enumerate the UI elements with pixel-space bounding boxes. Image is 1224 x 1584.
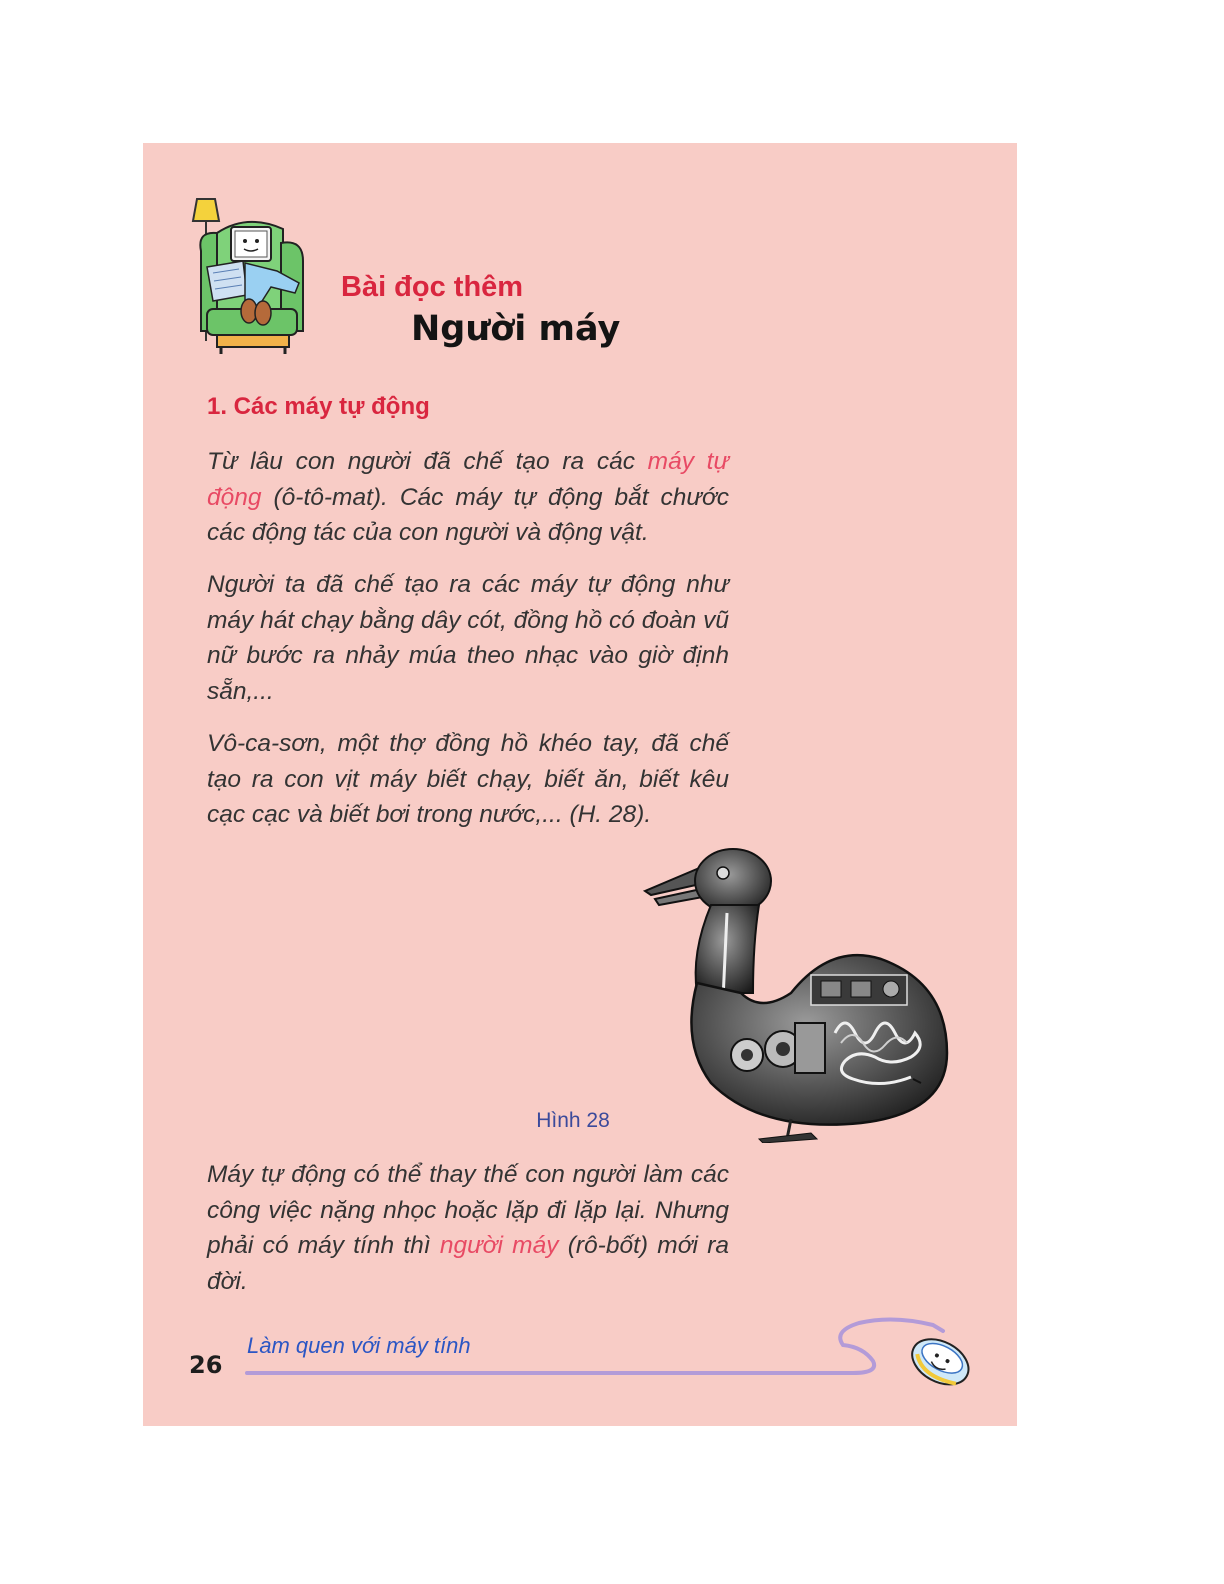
page-number: 26 xyxy=(189,1351,223,1379)
running-footer-title: Làm quen với máy tính xyxy=(247,1333,471,1358)
textbook-page xyxy=(143,143,1017,1426)
paragraph-text: Máy tự động có thể thay thế con người làm các công việc nặng nhọc hoặc lặp đi lặp lại. Nhưng phải có máy tính thì xyxy=(207,1161,729,1259)
figure-caption: Hình 28 xyxy=(536,1109,610,1132)
paragraph-automata-intro xyxy=(207,444,729,551)
highlighted-term: người máy xyxy=(439,1232,559,1259)
page-title: Người máy xyxy=(411,309,621,349)
reading-computer-mascot-icon xyxy=(187,191,309,357)
paragraph-text: (rô-bốt) mới ra đời. xyxy=(207,1232,730,1295)
paragraph-vaucanson-duck: Vô-ca-sơn, một thợ đồng hồ khéo tay, đã chế tạo ra con vịt máy biết chạy, biết ăn, biết kêu cạc cạc và biết bơi trong nước,... (H. 28). xyxy=(207,730,729,828)
section-heading: 1. Các máy tự động xyxy=(207,393,430,420)
section-kicker: Bài đọc thêm xyxy=(341,271,524,303)
computer-mouse-icon xyxy=(904,1330,976,1391)
paragraph-text: (ô-tô-mat). Các máy tự động bắt chước các động tác của con người và động vật. xyxy=(207,483,729,546)
paragraph-automata-examples: Người ta đã chế tạo ra các máy tự động như máy hát chạy bằng dây cót, đồng hồ có đoàn vũ nữ bước ra nhảy múa theo nhạc vào giờ định sẵn,... xyxy=(207,571,729,705)
mechanical-duck-illustration xyxy=(641,843,953,1143)
paragraph-robots xyxy=(207,1157,729,1299)
paragraph-text: Từ lâu con người đã chế tạo ra các xyxy=(207,448,648,475)
highlighted-term: máy tự động xyxy=(207,448,729,511)
